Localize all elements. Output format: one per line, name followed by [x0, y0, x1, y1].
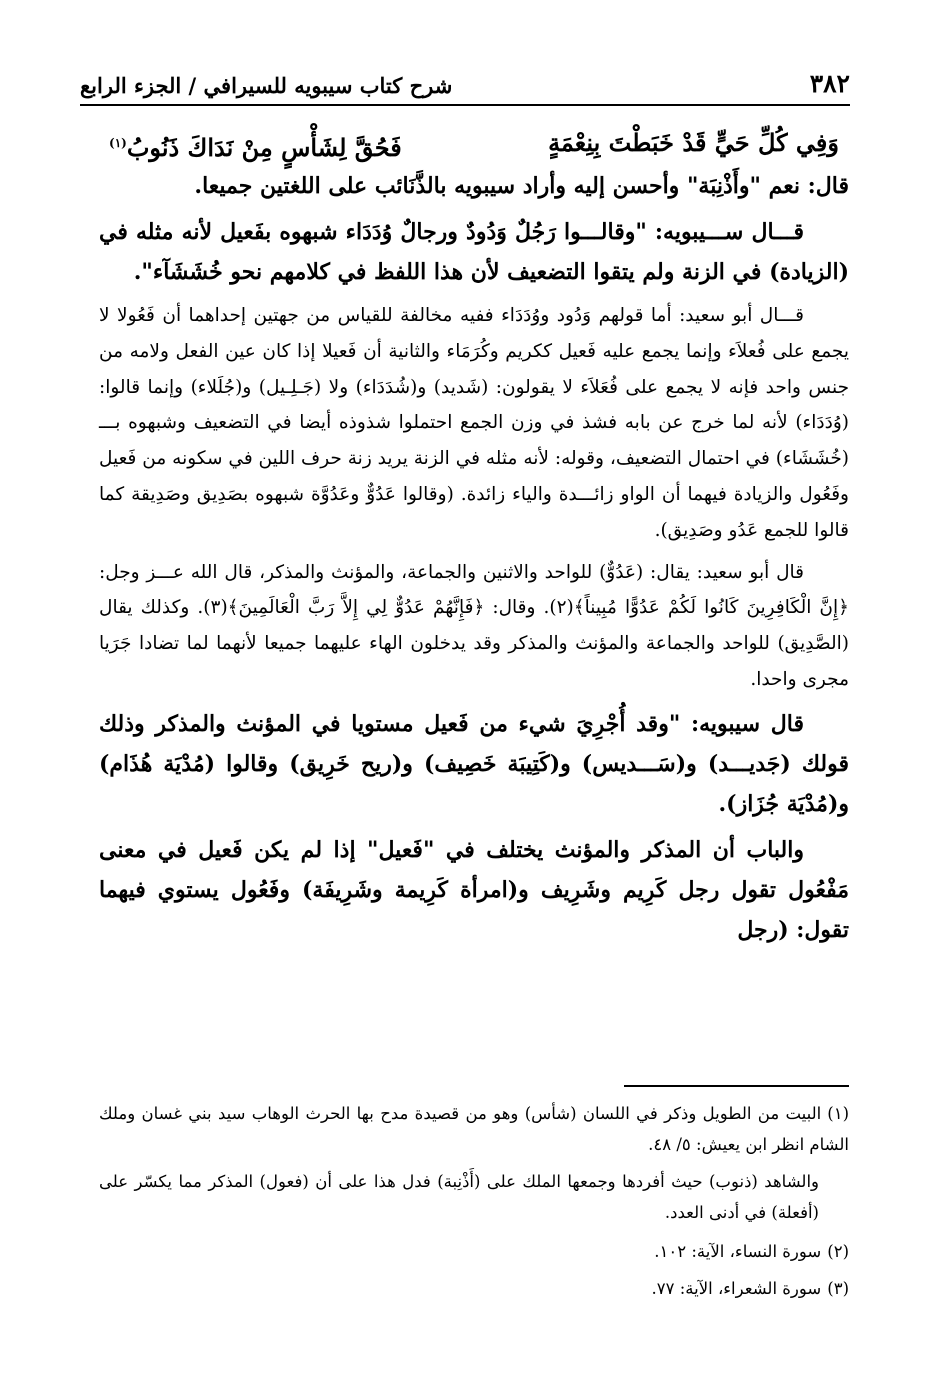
- footnote: [99, 1236, 849, 1267]
- main-text: [99, 120, 849, 956]
- footnote-number: (٣): [827, 1279, 849, 1298]
- footnote-text: البيت من الطويل وذكر في اللسان (شأس) وهو من قصيدة مدح بها الحرث الوهاب سيد بني غسان وملك الشام انظر ابن يعيش: ٥/ ٤٨.: [99, 1104, 849, 1154]
- paragraph: قال أبو سعيد: يقال: (عَدُوٌّ) للواحد والاثنين والجماعة، والمؤنث والمذكر، قال الله عـــز وجل: ﴿إِنَّ الْكَافِرِينَ كَانُوا لَكُمْ عَدُوًّا مُبِيناً﴾(٢). وقال: ﴿فَإِنَّهُمْ عَدُوٌّ لِي إِلاَّ رَبَّ الْعَالَمِينَ﴾(٣). وكذلك يقال (الصَّدِيق) للواحد والجماعة والمؤنث والمذكر وقد يدخلون الهاء عليهما جميعا لأنهما لما تضادا جَرَيا مجرى واحدا.: [99, 561, 850, 690]
- verse-first-hemistich: وَفِي كُلِّ حَيٍّ قَدْ خَبَطْتَ بِنِعْمَةٍ: [548, 128, 839, 157]
- paragraph: والباب أن المذكر والمؤنث يختلف في "فَعيل" إذا لم يكن فَعيل في معنى مَفْعُول تقول رجل كَرِيم وشَرِيف و(امرأة كَرِيمة وشَرِيفَة) وفَعُول يستوي فيهما تقول: (رجل: [99, 836, 849, 943]
- footnotes: [99, 1098, 849, 1310]
- poetry-verse: [99, 120, 849, 166]
- footnote-ref[interactable]: (١): [109, 136, 127, 150]
- paragraph: قـــال أبو سعيد: أما قولهم وَدُود ووُدَدَاء ففيه مخالفة للقياس من جهتين إحداهما أن فَعُولا لا يجمع على فُعلاَء وإنما يجمع عليه فَعيل ككريم وكُرَمَاء والثانية أن فَعيلا إذا كان عين الفعل ولامه من جنس واحد فإنه لا يجمع على فُعَلاَء لا يقولون: (شَديد) و(شُدَدَاء) ولا (جَـلِـيل) و(جُلَلاء) وإنما قالوا: (وُدَدَاء) لأنه لما خرج عن بابه فشذ في وزن الجمع احتملوا شذوذه أيضا في التضعيف وشبهوه بـــ (خُشَشَاء) في احتمال التضعيف، وقوله: لأنه مثله في الزنة يريد زنة حرف اللين في سكونه من فَعيل وفَعُول والزيادة فيهما أن الواو زائـــدة والياء زائدة. (وقالوا عَدُوٌّ وعَدُوَّة شبهوه بصَدِيق وصَدِيقة كما قالوا للجمع عَدُو وصَدِيق).: [99, 305, 849, 541]
- paragraph: قال: نعم "وأَذْنِبَة" وأحسن إليه وأراد سيبويه بالذَّنَائب على اللغتين جميعا.: [194, 173, 849, 199]
- footnote-text: سورة الشعراء، الآية: ٧٧.: [651, 1279, 822, 1298]
- paragraph: قـــال ســـيبويه: "وقالـــوا رَجُلٌ وَدُودٌ ورجالٌ وُدَدَاء شبهوه بفَعيل لأنه مثله في (الزيادة) في الزنة ولم يتقوا التضعيف لأن هذا اللفظ في كلامهم نحو خُشَشَآء".: [99, 219, 849, 285]
- paragraph: قال سيبويه: "وقد أُجْرِيَ شيء من فَعيل مستويا في المؤنث والمذكر وذلك قولك (جَديـــد) و(سَـــديس) و(كَتِيبَة خَصِيف) و(ريح خَرِيق) وقالوا (مُدْيَة هُذَام) و(مُدْيَة جُزَاز).: [99, 710, 849, 817]
- verse-second-hemistich-text: فَحُقَّ لِشَأْسٍ مِنْ نَدَاكَ ذَنُوبُ: [126, 133, 402, 162]
- footnote-continuation: والشاهد (ذنوب) حيث أفردها وجمعها الملك على (أَذْنِبة) فدل هذا على أن (فعول) المذكر مما يكسّر على (أفعلة) في أدنى العدد.: [99, 1172, 819, 1222]
- footnote-text: سورة النساء، الآية: ١٠٢.: [654, 1242, 822, 1261]
- page-header: [80, 58, 850, 106]
- verse-second-hemistich: [109, 120, 402, 166]
- footnote: [99, 1273, 849, 1304]
- page-number: ٣٨٢: [809, 69, 850, 98]
- footnote-divider: [624, 1085, 849, 1087]
- footnote-number: (١): [827, 1104, 849, 1123]
- footnote: [99, 1098, 849, 1160]
- footnote-number: (٢): [827, 1242, 849, 1261]
- running-title: شرح كتاب سيبويه للسيرافي / الجزء الرابع: [80, 73, 453, 98]
